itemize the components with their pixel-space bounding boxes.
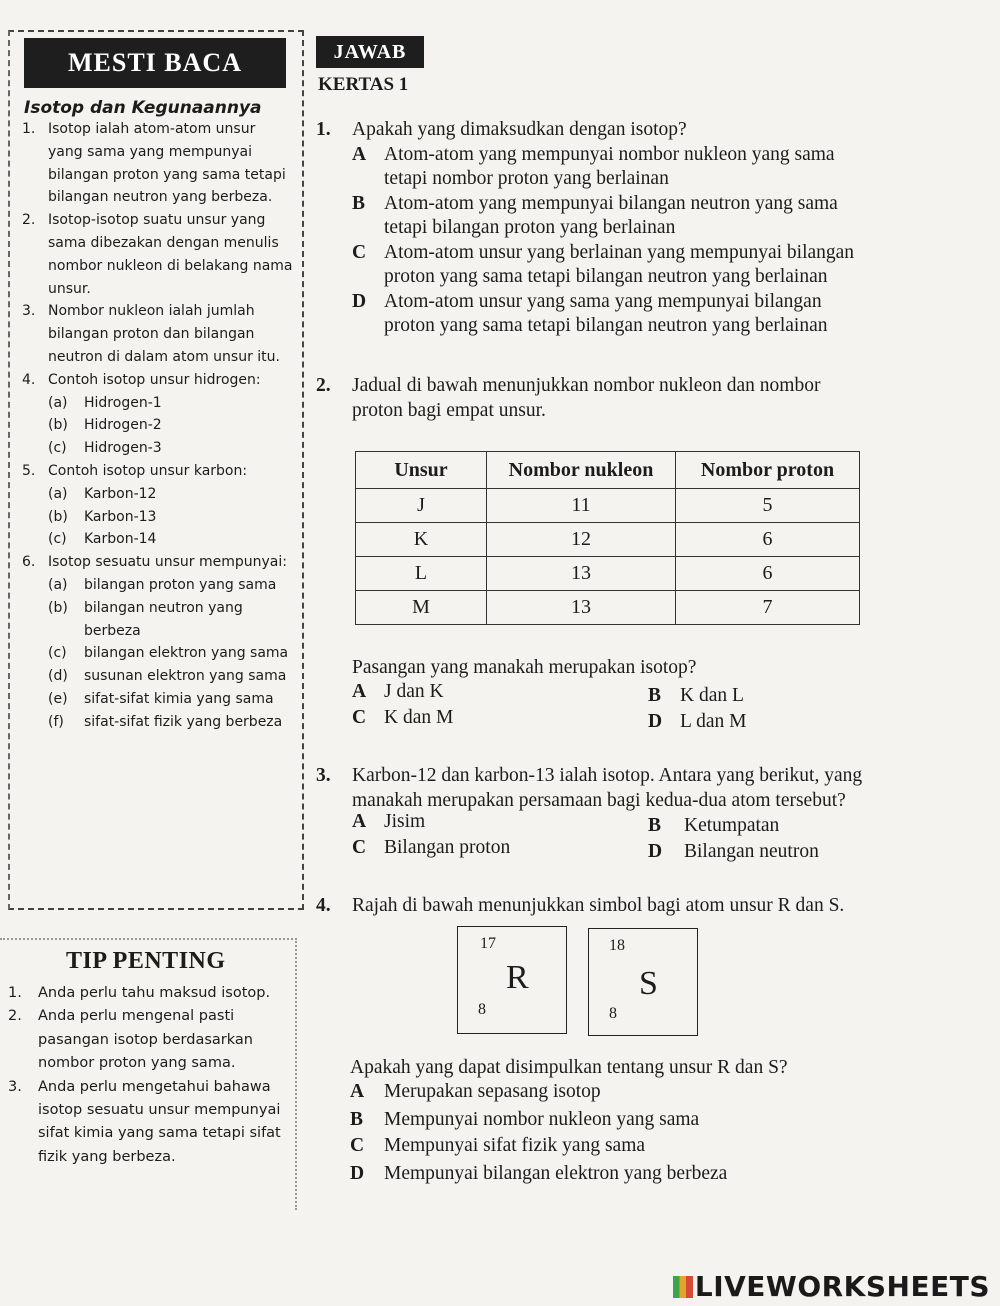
table-row: M 13 7 [356,591,860,625]
note-text: Nombor nukleon ialah jumlah bilangan proton dan bilangan neutron di dalam atom unsur itu. [48,303,280,365]
question-1-stem: Apakah yang dimaksudkan dengan isotop? [352,119,687,140]
option-c[interactable]: C K dan M [352,707,454,728]
question-2-prompt: Pasangan yang manakah merupakan isotop? [352,657,697,678]
option-b[interactable]: B Ketumpatan [648,815,780,836]
question-1: 1. Apakah yang dimaksudkan dengan isotop? A Atom-atom yang mempunyai nombor nukleon yang sama tetapi nombor proton yang berlainan B Atom-atom yang mempunyai bilangan neutron yang sama tetapi bilangan proton yang berlainan C Atom-atom unsur yang berlainan yang mempunyai bilangan proton yang sama tetapi bilangan neutron yang berlainan D Atom-atom unsur yang sama yang mempunyai bilangan proton yang sama tetapi bilangan neutron yang berlainan [316,118,996,339]
note-item: 4. Contoh isotop unsur hidrogen: (a) Hidrogen-1 (b) Hidrogen-2 (c) Hidrogen-3 [18,369,294,460]
table-row: J 11 5 [356,489,860,523]
note-item: 1. Isotop ialah atom-atom unsur yang sama yang mempunyai bilangan proton yang sama tetapi bilangan neutron yang berbeza. [22,121,286,206]
question-4-prompt: Apakah yang dapat disimpulkan tentang unsur R dan S? [350,1057,788,1078]
option-d[interactable]: D Mempunyai bilangan elektron yang berbeza [350,1163,728,1184]
note-subitem: (a) Karbon-12 [48,485,157,502]
note-text: Contoh isotop unsur hidrogen: [48,371,261,388]
note-sublist [48,574,294,734]
note-subitem: (f) sifat-sifat fizik yang berbeza [48,713,283,730]
note-subitem: (b) Karbon-13 [48,508,157,525]
mesti-baca-banner: MESTI BACA [24,38,286,88]
liveworksheets-icon [673,1276,693,1298]
sidebar-title: Isotop dan Kegunaannya [24,98,262,118]
option-a[interactable]: A Atom-atom yang mempunyai nombor nukleon yang sama tetapi nombor proton yang berlainan [352,143,835,189]
option-c[interactable]: C Atom-atom unsur yang berlainan yang mempunyai bilangan proton yang sama tetapi bilangan neutron yang berlainan [352,241,855,287]
option-a[interactable]: A Jisim [352,811,426,832]
table-header-row: Unsur Nombor nukleon Nombor proton [356,452,860,489]
option-a[interactable]: A Merupakan sepasang isotop [350,1081,601,1102]
note-subitem: (c) Hidrogen-3 [48,440,162,457]
jawab-banner: JAWAB [316,36,424,68]
tip-penting-title: TIP PENTING [66,948,226,974]
note-text: Isotop-isotop suatu unsur yang sama dibezakan dengan menulis nombor nukleon di belakang nama unsur. [48,212,293,297]
note-item: 2. Isotop-isotop suatu unsur yang sama dibezakan dengan menulis nombor nukleon di belakang nama unsur. [22,212,293,297]
tip-item: 1. Anda perlu tahu maksud isotop. [8,985,271,1001]
note-subitem: (c) Karbon-14 [48,531,157,548]
note-sublist [48,483,294,551]
note-subitem: (d) susunan elektron yang sama [48,668,287,685]
note-subitem: (a) bilangan proton yang sama [48,576,277,593]
nucleon-table [355,451,860,625]
kertas-label: KERTAS 1 [318,74,409,95]
table-row: L 13 6 [356,557,860,591]
note-sublist [48,392,294,460]
note-text: Isotop ialah atom-atom unsur yang sama yang mempunyai bilangan proton yang sama tetapi bilangan neutron yang berbeza. [48,121,286,206]
option-c[interactable]: C Bilangan proton [352,837,511,858]
question-4: 4. Rajah di bawah menunjukkan simbol bagi atom unsur R dan S. [316,895,845,916]
option-d[interactable]: D L dan M [648,711,747,732]
note-subitem: (b) bilangan neutron yang berbeza [48,599,243,639]
tip-list [4,982,294,1169]
option-d[interactable]: D Bilangan neutron [648,841,819,862]
note-subitem: (b) Hidrogen-2 [48,417,162,434]
tip-item: 2. Anda perlu mengenal pasti pasangan isotop berdasarkan nombor proton yang sama. [8,1008,253,1072]
liveworksheets-logo: LIVEWORKSHEETS [673,1270,990,1303]
sidebar-notes [18,118,294,734]
note-item: 6. Isotop sesuatu unsur mempunyai: (a) bilangan proton yang sama (b) bilangan neutron yang berbeza (c) bilangan elektron yang sama (d) susunan elektron yang sama (e) sifat-sifat kimia yang sama (f) sifat-sifat fizik yang berbeza [18,551,294,733]
note-item: 3. Nombor nukleon ialah jumlah bilangan proton dan bilangan neutron di dalam atom unsur itu. [22,303,280,365]
option-b[interactable]: B K dan L [648,685,744,706]
option-b[interactable]: B Atom-atom yang mempunyai bilangan neutron yang sama tetapi bilangan proton yang berlainan [352,192,838,238]
note-subitem: (e) sifat-sifat kimia yang sama [48,690,274,707]
option-d[interactable]: D Atom-atom unsur yang sama yang mempunyai bilangan proton yang sama tetapi bilangan neutron yang berlainan [352,290,828,336]
note-item: 5. Contoh isotop unsur karbon: (a) Karbon-12 (b) Karbon-13 (c) Karbon-14 [18,460,294,551]
question-3: 3. Karbon-12 dan karbon-13 ialah isotop. Antara yang berikut, yang manakah merupakan persamaan bagi kedua-dua atom tersebut? [316,765,863,811]
option-b[interactable]: B Mempunyai nombor nukleon yang sama [350,1109,700,1130]
tip-item: 3. Anda perlu mengetahui bahawa isotop sesuatu unsur mempunyai sifat kimia yang sama tetapi sifat fizik yang berbeza. [8,1078,281,1165]
option-a[interactable]: A J dan K [352,681,444,702]
atom-symbol-r: 17 R 8 [457,926,567,1034]
note-text: Isotop sesuatu unsur mempunyai: [48,554,287,571]
note-subitem: (a) Hidrogen-1 [48,394,162,411]
option-c[interactable]: C Mempunyai sifat fizik yang sama [350,1135,646,1156]
question-2: 2. Jadual di bawah menunjukkan nombor nukleon dan nombor proton bagi empat unsur. [316,375,821,421]
atom-symbol-s: 18 S 8 [588,928,698,1036]
table-row: K 12 6 [356,523,860,557]
note-subitem: (c) bilangan elektron yang sama [48,645,289,662]
note-text: Contoh isotop unsur karbon: [48,462,248,479]
